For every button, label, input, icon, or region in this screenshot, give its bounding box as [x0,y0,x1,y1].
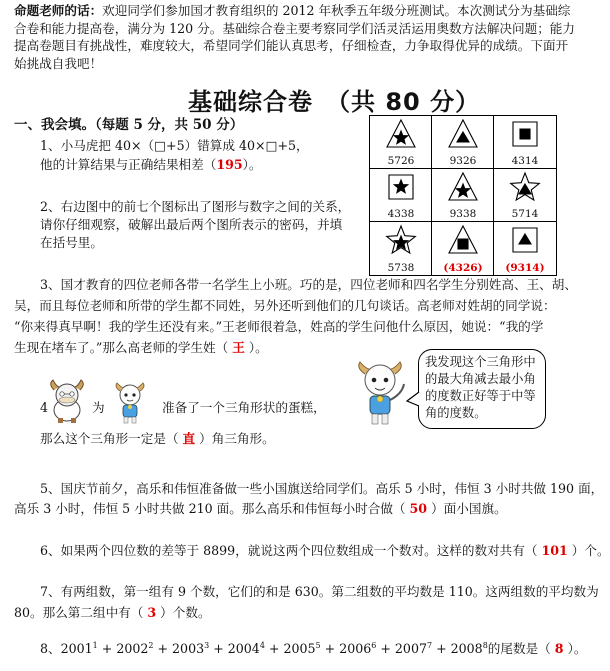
q7-line2 [14,604,211,622]
q5-answer: 50 [409,501,428,516]
q8-plus: + [264,641,284,657]
q4-number: 4 [40,400,49,415]
q8-close: ）。 [567,641,587,657]
star-in-triangle-icon [386,119,416,151]
q8-exponent: 6 [371,641,377,650]
grid-code: (4326) [443,262,483,274]
grid-code: 9338 [449,208,477,220]
q6-answer: 101 [541,543,568,558]
grid-cell [494,169,556,222]
square-in-triangle-icon [448,225,478,257]
q3-line4 [14,339,268,357]
section-heading: 一、我会填。（每题 5 分，共 50 分） [14,117,244,133]
grid-cell [432,169,494,222]
q6-close: ）个。 [571,543,610,558]
q7-text: 80。那么第二组中有（ [14,605,144,620]
q8-exponent: 1 [92,641,98,650]
grid-cell [370,116,432,169]
q6-text: 6、如果两个四位数的差等于 8899，就说这两个四位数组成一个数对。这样的数对共有（ [40,543,538,558]
q7-close: ）个数。 [160,605,211,620]
grid-code: 5714 [511,208,539,220]
q8-exponent: 3 [204,641,210,650]
symbol-code-grid [369,115,557,276]
q8-exponent: 4 [259,641,265,650]
q1-text: 他的计算结果与正确结果相差（ [40,157,217,172]
q3-line1: 3、国才教育的四位老师各带一名学生上小班。巧的是，四位老师和四名学生分别姓高、王、胡、 [40,277,577,292]
grid-code: 5726 [387,155,415,167]
q1-close: ）。 [242,157,262,172]
square-in-square-icon [510,119,540,151]
q2-line3: 在括号里。 [40,235,103,250]
q7-answer: 3 [147,605,157,620]
q4-text2: 那么这个三角形一定是（ [40,431,179,446]
page-title: 基础综合卷 （共 80 分） [188,88,481,116]
q8-term: 2001 [60,641,93,657]
q4-mid: 为 [92,400,105,415]
q4-close: ）角三角形。 [199,431,275,446]
q3-text: 生现在堵车了。”那么高老师的学生姓（ [14,340,229,355]
grid-cell [370,222,432,275]
q8-plus: + [376,641,395,657]
q8-plus: + [209,641,228,657]
q7-line1: 7、有两组数，第一组有 9 个数，它们的和是 630。第二组数的平均数是 110。这两组数的平均数为 [40,584,599,599]
speech-bubble: 我发现这个三角形中的最大角减去最小角的度数正好等于中等角的度数。 [418,349,546,429]
q8-prefix: 8、 [40,641,61,657]
q8-exponent: 7 [426,641,433,650]
q2-line2: 请你仔细观察，破解出最后两个图所表示的密码，并填 [40,217,343,232]
grid-cell [432,222,494,275]
grid-code: 9326 [449,155,477,167]
q3-line2: 吴，而且每位老师和所带的学生都不同姓，另外还听到他们的几句谈话。高老师对姓胡的同学说： [14,298,556,313]
q8-term: 2005 [283,641,316,657]
star-in-star-icon [386,225,416,257]
q8-exponent: 8 [482,641,488,650]
q1-line1: 1、小马虎把 40×（□+5）错算成 40×□+5， [40,138,309,153]
q8-term: 2003 [172,641,205,657]
q4-line2 [40,430,275,448]
slow-sheep-icon [46,378,88,424]
triangle-in-star-icon [510,172,540,204]
q5-line2 [14,500,507,518]
star-in-square-icon [386,172,416,204]
q3-answer: 王 [232,340,245,355]
q8-plus: + [432,641,451,657]
q1-line2 [40,156,262,174]
q8-plus: + [97,641,117,657]
q8-term: 2006 [339,641,372,657]
star-in-triangle-icon [448,172,478,204]
q8-plus: + [320,641,340,657]
q6-line [40,542,610,560]
grid-cell [494,116,556,169]
q8-suffix: 的尾数是（ [487,641,551,657]
intro-label: 命题老师的话： [14,3,103,18]
bubble-tail [406,392,420,408]
grid-cell [370,169,432,222]
grid-code: 5738 [387,262,415,274]
grid-cell [494,222,556,275]
q5-close: ）面小国旗。 [431,501,507,516]
q3-close: ）。 [248,340,268,355]
intro-paragraph [14,2,580,72]
q8-term: 2007 [394,641,427,657]
q8-line [40,637,586,658]
triangle-in-square-icon [510,225,540,257]
q4-answer: 直 [182,431,196,446]
grid-cell [432,116,494,169]
q5-text: 高乐 3 小时，伟恒 5 小时共做 210 面。那么高乐和伟恒每小时合做（ [14,501,406,516]
q8-exponent: 5 [315,641,321,650]
intro-text: 欢迎同学们参加国才教育组织的 2012 年秋季五年级分班测试。本次测试分为基础综合卷和能力提高卷，满分为 120 分。基础综合卷主要考察同学们活灵活运用奥数方法解决问题；能力提高卷题目有挑战性，难度较大，希望同学们能认真思考，仔细检查，力争取得优异的成绩。下面开始挑战自我吧！ [14,3,575,71]
q8-term: 2002 [116,641,149,657]
q8-answer: 8 [554,641,564,657]
pleasant-goat-icon [114,382,146,424]
grid-code: 4314 [511,155,539,167]
q8-term: 2008 [450,641,483,657]
q8-exponent: 2 [148,641,154,650]
q3-line3: “你来得真早啊！我的学生还没有来。”王老师很着急，姓高的学生问他什么原因，她说：“我的学 [14,319,544,334]
q2-line1: 2、右边图中的前七个图标出了图形与数字之间的关系， [40,199,351,214]
q8-plus: + [153,641,173,657]
speaking-goat-icon [350,360,410,428]
q5-line1: 5、国庆节前夕，高乐和伟恒准备做一些小国旗送给同学们。高乐 5 小时，伟恒 3 小时共做 190 面， [40,481,604,496]
grid-code: (9314) [505,262,545,274]
q8-term: 2004 [227,641,260,657]
grid-code: 4338 [387,208,415,220]
q1-answer: 195 [216,157,243,172]
q4-text: 准备了一个三角形状的蛋糕， [162,400,326,415]
triangle-in-triangle-icon [448,119,478,151]
